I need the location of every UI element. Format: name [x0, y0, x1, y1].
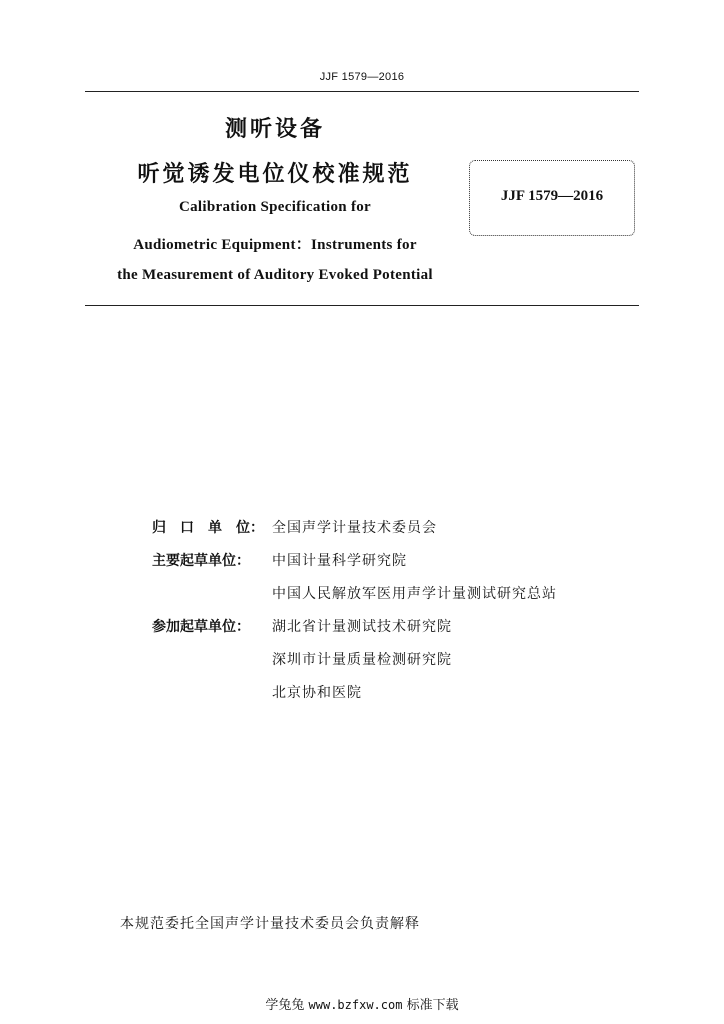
participating-unit-row [152, 650, 672, 683]
footer [0, 994, 724, 1013]
participating-unit-value: 北京协和医院 [272, 685, 362, 701]
responsible-unit-row [152, 518, 672, 551]
title-english-line-3: the Measurement of Auditory Evoked Potential [117, 267, 433, 283]
participating-unit-value: 湖北省计量测试技术研究院 [272, 619, 452, 635]
title-chinese-line-1: 测听设备 [224, 117, 325, 142]
title-english-line-1: Calibration Specification for [178, 199, 372, 215]
responsible-unit-value: 全国声学计量技术委员会 [272, 520, 437, 536]
header-standard-code: JJF 1579—2016 [319, 71, 405, 83]
participating-unit-row [152, 617, 672, 650]
title-divider [85, 305, 639, 306]
organization-list [152, 518, 672, 716]
drafting-unit-row [152, 584, 672, 617]
title-chinese-line-2: 听觉诱发电位仪校准规范 [137, 162, 413, 187]
participating-unit-value: 深圳市计量质量检测研究院 [272, 652, 452, 668]
drafting-unit-value: 中国计量科学研究院 [272, 553, 407, 569]
participating-unit-label: 参加起草单位： [152, 619, 250, 635]
standard-code-box-text: JJF 1579—2016 [500, 188, 604, 204]
drafting-unit-label: 主要起草单位： [152, 553, 250, 569]
responsible-unit-label: 归 口 单 位： [152, 520, 264, 536]
standard-code-box [469, 160, 635, 236]
interpretation-notice: 本规范委托全国声学计量技术委员会负责解释 [120, 916, 420, 932]
footer-url-link[interactable]: www.bzfxw.com [308, 998, 403, 1012]
footer-tagline: 标准下载 [406, 998, 459, 1013]
header-divider [85, 91, 639, 92]
title-english-line-2: Audiometric Equipment：Instruments for [133, 237, 417, 253]
participating-unit-row [152, 683, 672, 716]
drafting-unit-row [152, 551, 672, 584]
footer-site-name: 学兔兔 [265, 998, 305, 1013]
drafting-unit-value: 中国人民解放军医用声学计量测试研究总站 [272, 586, 557, 602]
